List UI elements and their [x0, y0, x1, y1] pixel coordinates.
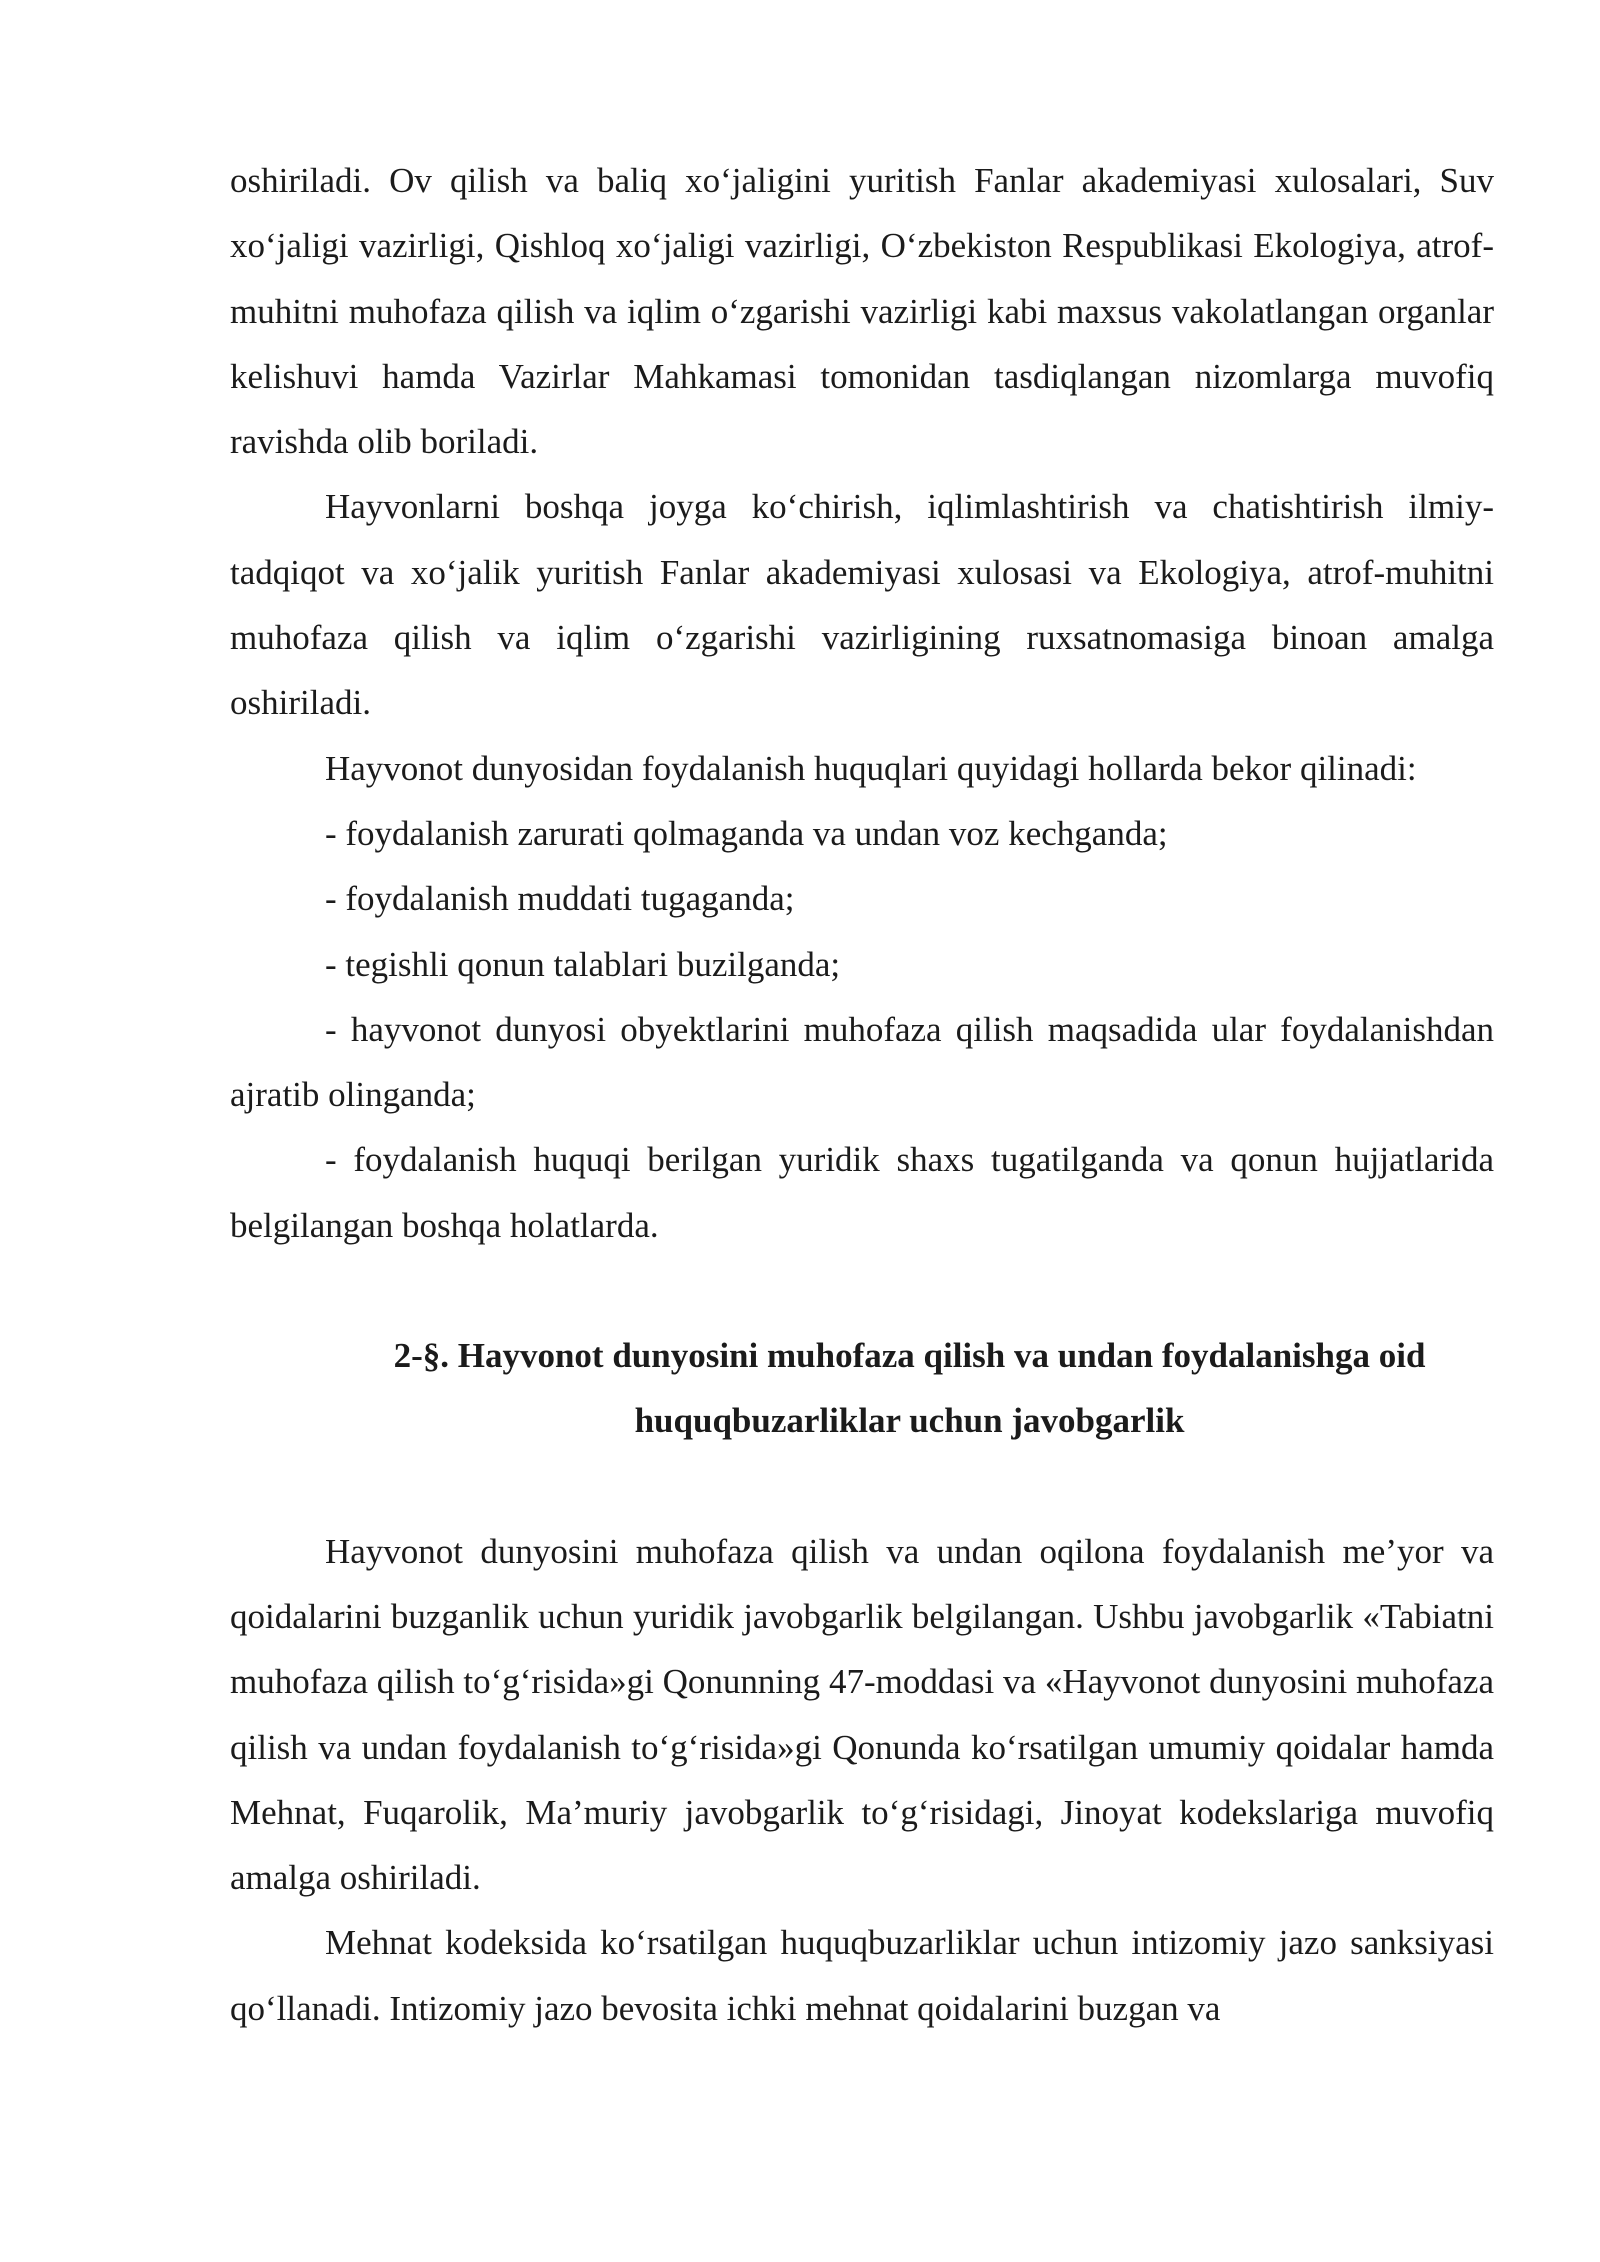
paragraph-legal-liability: Hayvonot dunyosini muhofaza qilish va undan oqilona foydalanish me’yor va qoidalarini buzganlik uchun yuridik javobgarlik belgilangan. Ushbu javobgarlik «Tabiatni muhofaza qilish to‘g‘risida»gi Qonunning 47-moddasi va «Hayvonot dunyosini muhofaza qilish va undan foydalanish to‘g‘risida»gi Qonunda ko‘rsatilgan umumiy qoidalar hamda Mehnat, Fuqarolik, Ma’muriy javobgarlik to‘g‘risidagi, Jinoyat kodekslariga muvofiq amalga oshiriladi.: [230, 1531, 1494, 1898]
list-item: - foydalanish muddati tugaganda;: [325, 879, 795, 919]
list-item: - hayvonot dunyosi obyektlarini muhofaza qilish maqsadida ular foydalanishdan ajratib olinganda;: [230, 1009, 1494, 1115]
paragraph-labor-code: Mehnat kodeksida ko‘rsatilgan huquqbuzarliklar uchun intizomiy jazo sanksiyasi qo‘llanadi. Intizomiy jazo bevosita ichki mehnat qoidalarini buzgan va: [230, 1923, 1494, 2028]
paragraph-rights-termination: Hayvonot dunyosidan foydalanish huquqlari quyidagi hollarda bekor qilinadi:: [325, 748, 1417, 788]
section-heading: [230, 1323, 1494, 1454]
list-item: - foydalanish zarurati qolmaganda va undan voz kechganda;: [325, 813, 1168, 853]
list-item: - tegishli qonun talablari buzilganda;: [325, 944, 841, 984]
section-heading-line: huquqbuzarliklar uchun javobgarlik: [634, 1401, 1185, 1441]
paragraph-relocation: Hayvonlarni boshqa joyga ko‘chirish, iqlimlashtirish va chatishtirish ilmiy-tadqiqot va xo‘jalik yuritish Fanlar akademiyasi xulosasi va Ekologiya, atrof-muhitni muhofaza qilish va iqlim o‘zgarishi vazirligining ruxsatnomasiga binoan amalga oshiriladi.: [230, 487, 1494, 723]
document-page: [230, 148, 1494, 2041]
list-item: - foydalanish huquqi berilgan yuridik shaxs tugatilganda va qonun hujjatlarida belgilangan boshqa holatlarda.: [230, 1140, 1494, 1245]
spacer: [230, 1258, 1494, 1323]
spacer: [230, 1454, 1494, 1519]
section-heading-line: 2-§. Hayvonot dunyosini muhofaza qilish va undan foydalanishga oid: [393, 1336, 1426, 1376]
paragraph-continuation: oshiriladi. Ov qilish va baliq xo‘jaligini yuritish Fanlar akademiyasi xulosalari, Suv xo‘jaligi vazirligi, Qishloq xo‘jaligi vazirligi, O‘zbekiston Respublikasi Ekologiya, atrof-muhitni muhofaza qilish va iqlim o‘zgarishi vazirligi kabi maxsus vakolatlangan organlar kelishuvi hamda Vazirlar Mahkamasi tomonidan tasdiqlangan nizomlarga muvofiq ravishda olib boriladi.: [230, 161, 1494, 462]
